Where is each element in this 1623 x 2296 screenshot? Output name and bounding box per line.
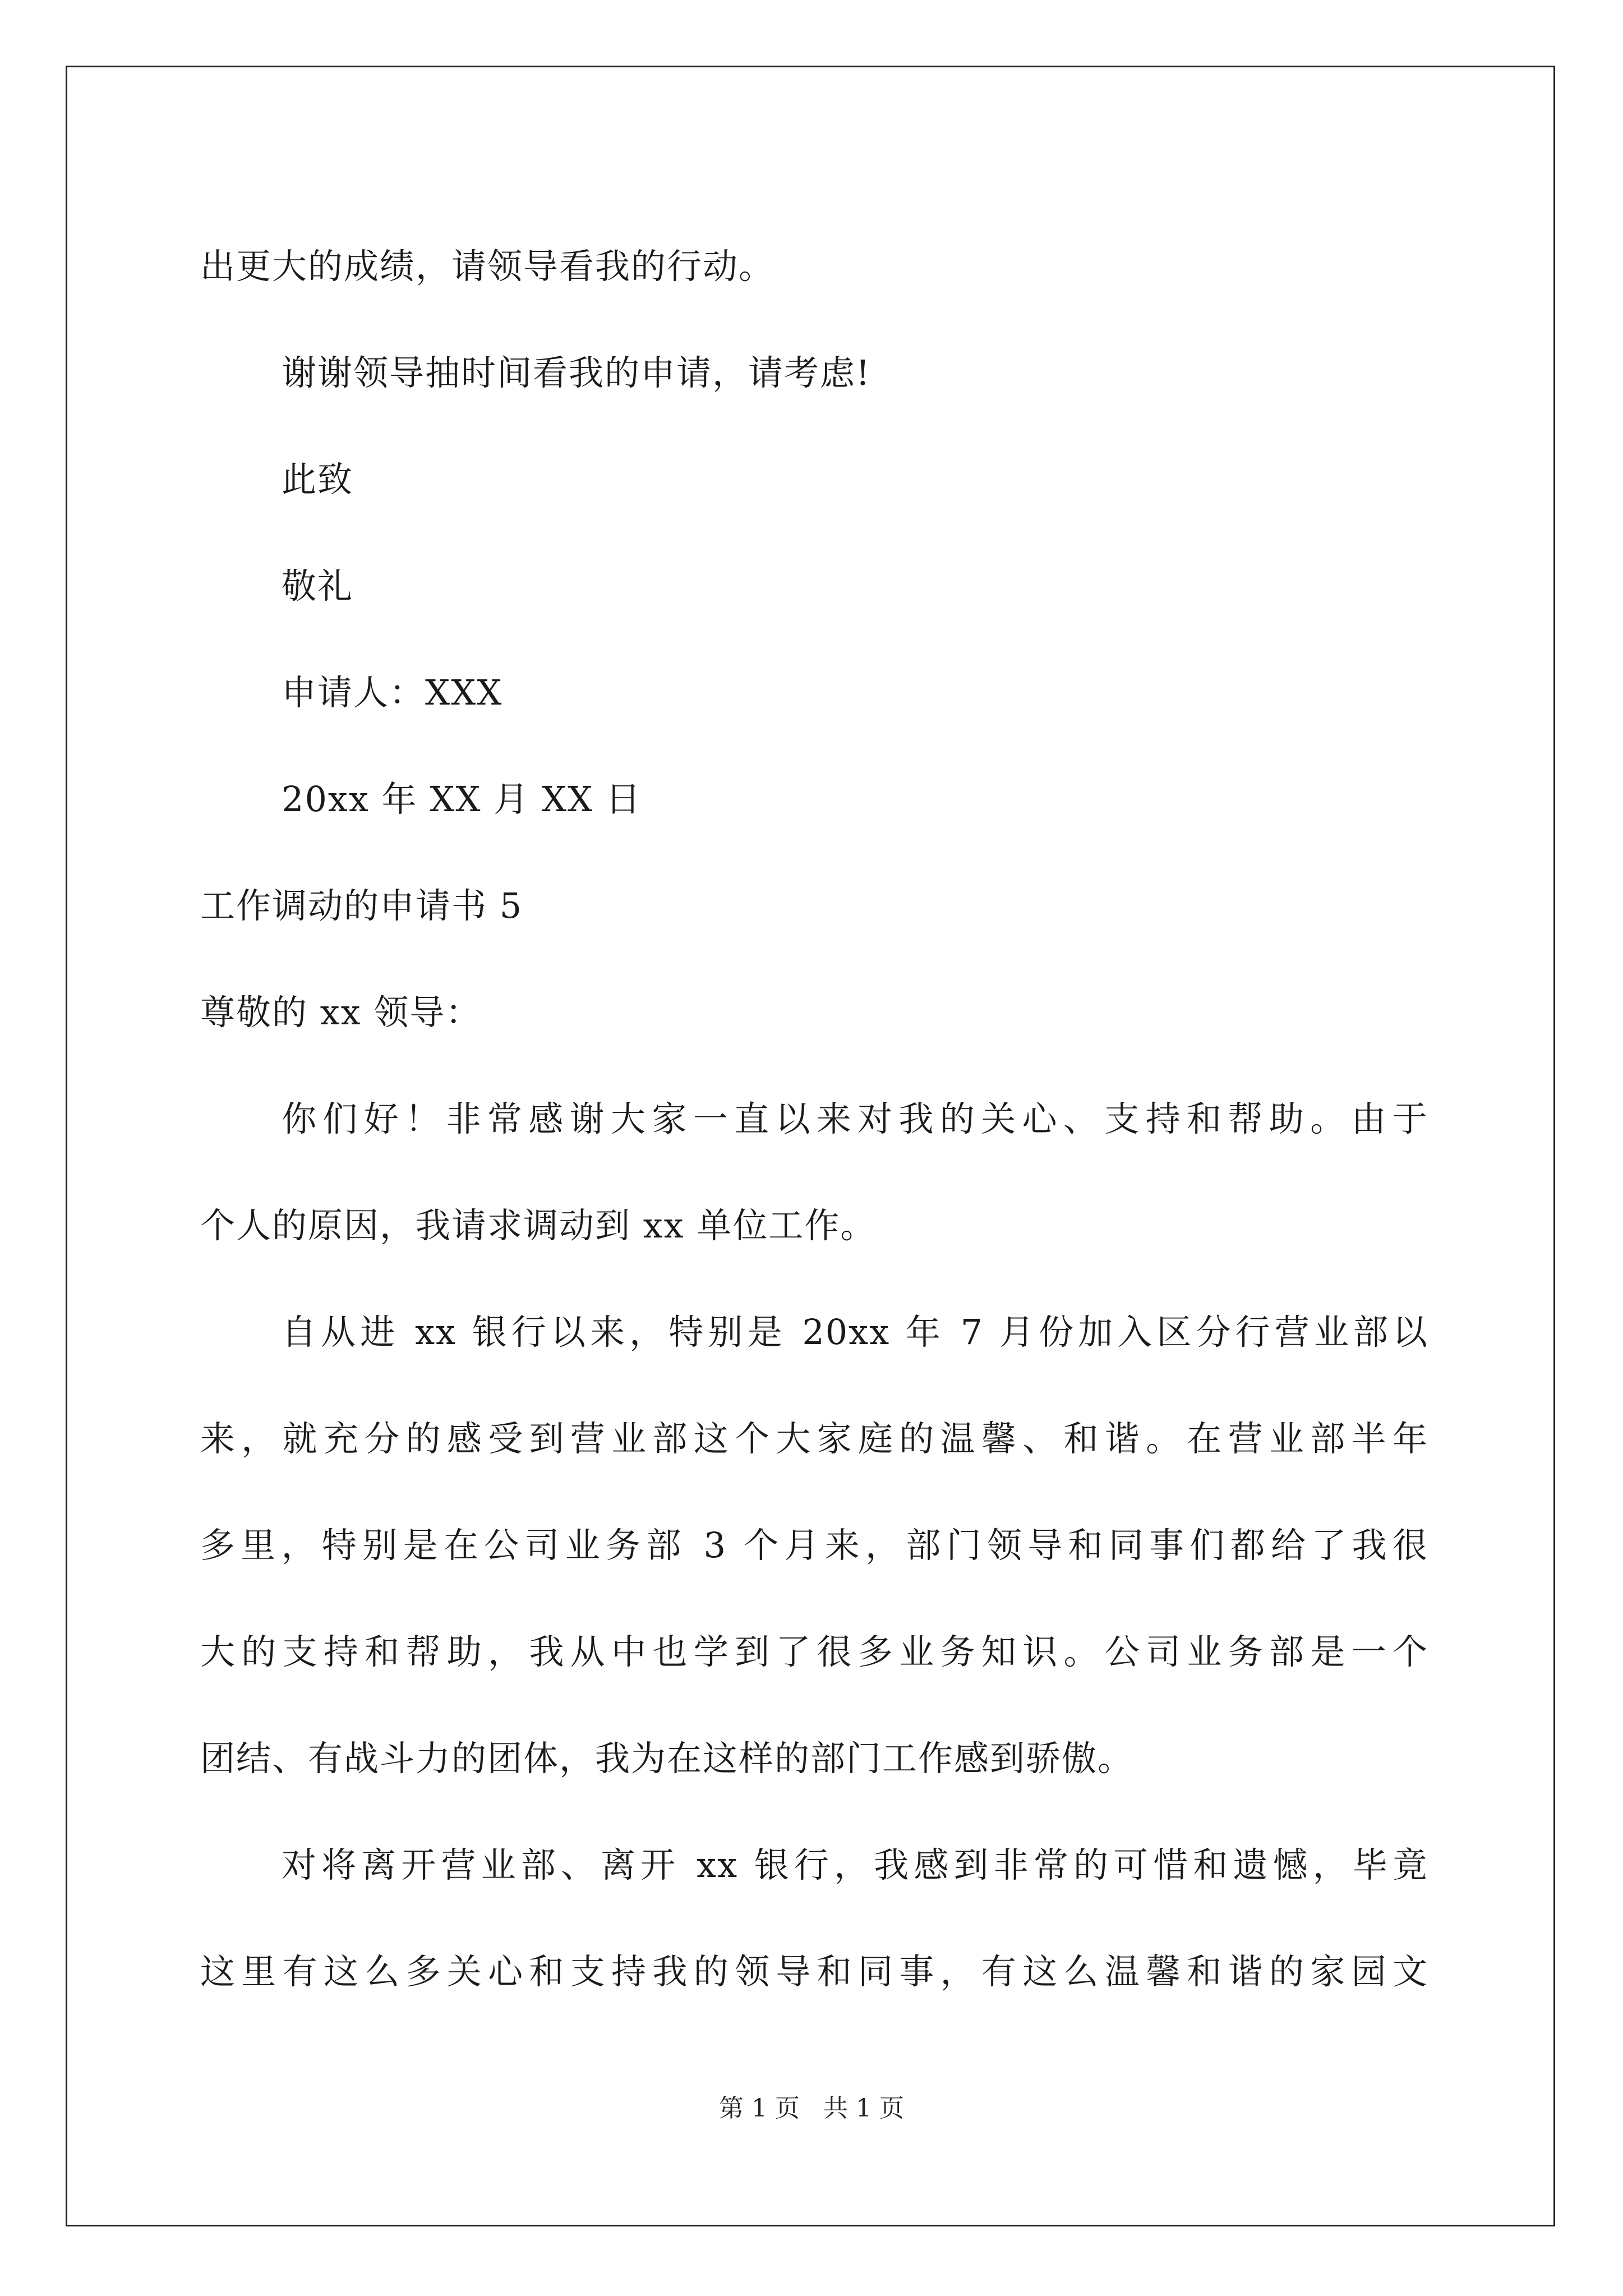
text-line: 来，就充分的感受到营业部这个大家庭的温馨、和谐。在营业部半年 bbox=[200, 1418, 1428, 1459]
date-line: 20xx 年 XX 月 XX 日 bbox=[282, 779, 642, 820]
text-line: 个人的原因，我请求调动到 xx 单位工作。 bbox=[200, 1205, 877, 1246]
page-footer bbox=[0, 2088, 1623, 2124]
section-heading: 工作调动的申请书 5 bbox=[200, 885, 523, 926]
text-line: 自从进 xx 银行以来，特别是 20xx 年 7 月份加入区分行营业部以 bbox=[282, 1312, 1428, 1352]
applicant-signature: 申请人：XXX bbox=[282, 672, 503, 713]
text-line: 大的支持和帮助，我从中也学到了很多业务知识。公司业务部是一个 bbox=[200, 1631, 1428, 1672]
greeting: 尊敬的 xx 领导： bbox=[200, 992, 482, 1033]
closing-salutation: 此致 bbox=[282, 459, 354, 500]
text-line: 这里有这么多关心和支持我的领导和同事，有这么温馨和谐的家园文 bbox=[200, 1951, 1428, 1992]
text-line: 多里，特别是在公司业务部 3 个月来，部门领导和同事们都给了我很 bbox=[200, 1525, 1428, 1566]
text-line: 你们好！非常感谢大家一直以来对我的关心、支持和帮助。由于 bbox=[282, 1098, 1428, 1139]
text-line: 团结、有战斗力的团体，我为在这样的部门工作感到骄傲。 bbox=[200, 1738, 1134, 1779]
text-line: 出更大的成绩，请领导看我的行动。 bbox=[200, 246, 775, 287]
closing-regards: 敬礼 bbox=[282, 565, 354, 606]
document-body bbox=[200, 213, 1428, 2025]
page-total: 共 1 页 bbox=[823, 2094, 904, 2123]
text-line: 谢谢领导抽时间看我的申请，请考虑! bbox=[282, 352, 871, 393]
page-number: 第 1 页 bbox=[719, 2094, 800, 2123]
text-line: 对将离开营业部、离开 xx 银行，我感到非常的可惜和遗憾，毕竟 bbox=[282, 1844, 1428, 1885]
